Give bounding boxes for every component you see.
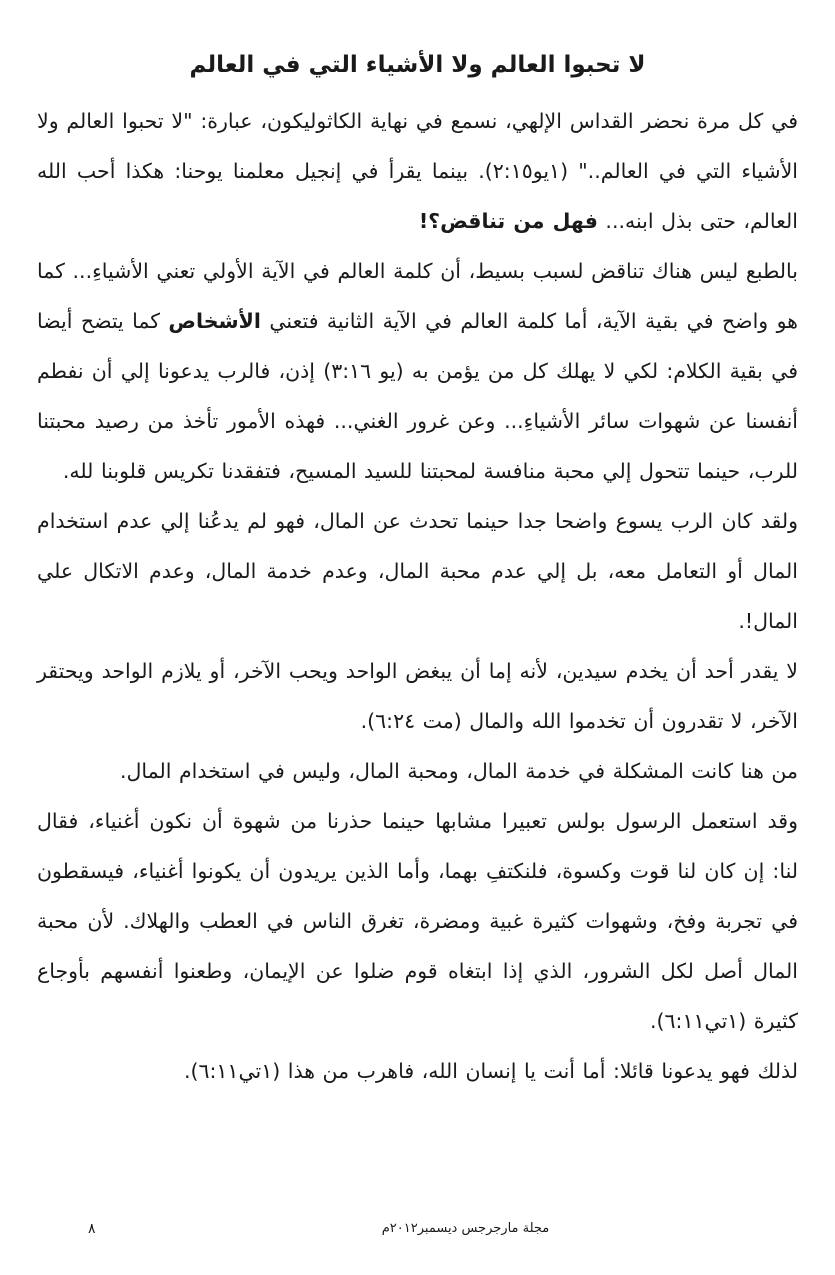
emphasis-text: الأشخاص (168, 309, 261, 333)
article-body (37, 96, 798, 1096)
page-footer (0, 1221, 835, 1243)
text-run: ولقد كان الرب يسوع واضحا جدا حينما تحدث عن المال، فهو لم يدعُنا إلي عدم استخدام المال أو التعامل معه، بل إلي عدم محبة المال، وعدم خدمة المال، وعدم الاتكال علي المال!. (37, 509, 798, 633)
text-run: وقد استعمل الرسول بولس تعبيرا مشابها حينما حذرنا من شهوة أن نكون أغنياء، فقال لنا: إن كان لنا قوت وكسوة، فلنكتفِ بهما، وأما الذين يريدون أن يكونوا أغنياء، فيسقطون في تجربة وفخ، وشهوات كثيرة غبية ومضرة، تغرق الناس في العطب والهلاك. لأن محبة المال أصل لكل الشرور، الذي إذا ابتغاه قوم ضلوا عن الإيمان، وطعنوا أنفسهم بأوجاع كثيرة (١تي٦:١١). (37, 809, 798, 1033)
paragraph-6 (37, 796, 798, 1046)
paragraph-3 (37, 496, 798, 646)
paragraph-1 (37, 96, 798, 246)
paragraph-7 (37, 1046, 798, 1096)
paragraph-5 (37, 746, 798, 796)
text-run: بالطبع ليس هناك تناقض لسبب بسيط، أن كلمة العالم في الآية الأولي تعني الأشياءِ... كما هو واضح في بقية الآية، أما كلمة العالم في الآية الثانية فتعني (37, 259, 798, 333)
text-run: كما يتضح أيضا في بقية الكلام: لكي لا يهلك كل من يؤمن به (يو ٣:١٦) إذن، فالرب يدعونا إلي أن نفطم أنفسنا عن شهوات سائر الأشياءِ... وعن غرور الغني... فهذه الأمور تأخذ من رصيد محبتنا للرب، حينما تتحول إلي محبة منافسة لمحبتنا للسيد المسيح، فتفقدنا تكريس قلوبنا لله. (37, 309, 798, 483)
text-run: في كل مرة نحضر القداس الإلهي، نسمع في نهاية الكاثوليكون، عبارة: "لا تحبوا العالم ولا الأشياء التي في العالم.." (١يو٢:١٥). بينما يقرأ في إنجيل معلمنا يوحنا: هكذا أحب الله العالم، حتى بذل ابنه... (37, 109, 798, 233)
text-run: لذلك فهو يدعونا قائلا: أما أنت يا إنسان الله، فاهرب من هذا (١تي٦:١١). (183, 1059, 798, 1083)
text-run: لا يقدر أحد أن يخدم سيدين، لأنه إما أن يبغض الواحد ويحب الآخر، أو يلازم الواحد ويحتقر الآخر، لا تقدرون أن تخدموا الله والمال (مت ٦:٢٤). (37, 659, 798, 733)
footer-journal-name: مجلة مارجرجس ديسمبر٢٠١٢م (381, 1221, 550, 1236)
paragraph-2 (37, 246, 798, 496)
footer-page-number: ٨ (88, 1221, 96, 1237)
emphasis-text: فهل من تناقض؟! (418, 209, 598, 233)
article-title: لا تحبوا العالم ولا الأشياء التي في العالم (189, 52, 646, 78)
paragraph-4 (37, 646, 798, 746)
text-run: من هنا كانت المشكلة في خدمة المال، ومحبة المال، وليس في استخدام المال. (120, 759, 798, 783)
